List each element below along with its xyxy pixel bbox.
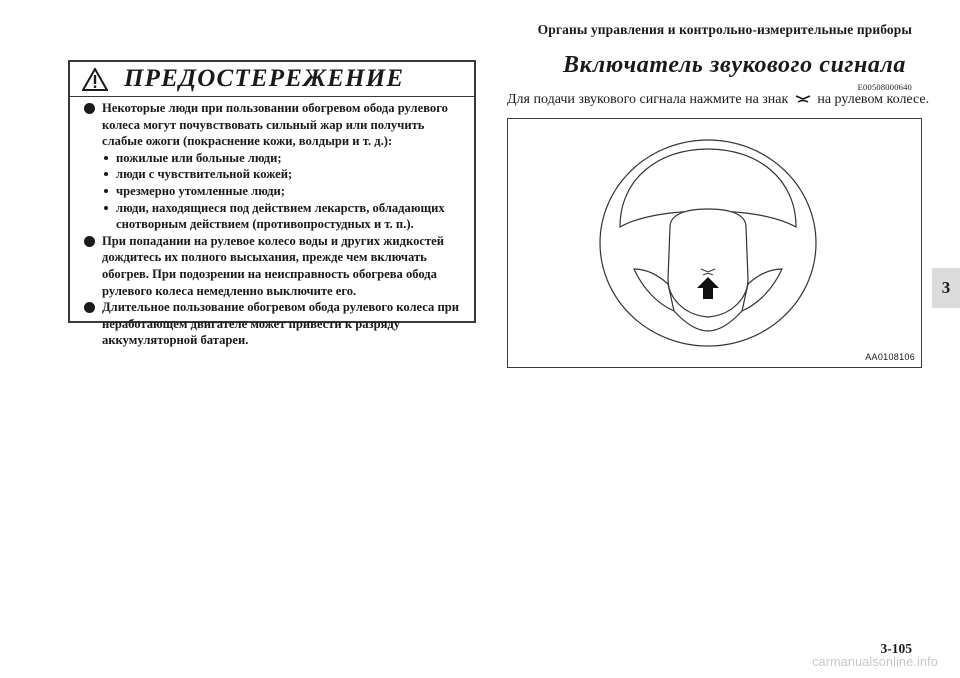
wheel-hub xyxy=(668,209,748,317)
instruction-after: на рулевом колесе. xyxy=(817,92,930,107)
warning-item-text: Некоторые люди при пользовании обогревом обода рулевого колеса могут почувствовать сильный жар или получить слабые ожоги (покраснение кожи, волдыри и т. д.): xyxy=(102,101,448,149)
warning-triangle-icon xyxy=(82,68,108,91)
figure-code: AA0108106 xyxy=(865,352,915,362)
chapter-tab[interactable] xyxy=(932,268,960,308)
bullet-dot-icon xyxy=(84,236,95,247)
page-number: 3-105 xyxy=(880,641,912,656)
horn-icon xyxy=(795,94,811,104)
instruction-text xyxy=(507,92,929,108)
section-code: E00508000640 xyxy=(857,82,912,92)
chapter-number: 3 xyxy=(941,278,951,297)
warning-item-text: Длительное пользование обогревом обода рулевого колеса при неработающем двигателе может привести к разряду аккумуляторной батареи. xyxy=(102,300,459,348)
warning-sub-item: люди, находящиеся под действием лекарств, обладающих снотворным действием (противопростудных и т. п.). xyxy=(102,200,464,233)
warning-sub-list xyxy=(102,150,464,233)
header-title: Органы управления и контрольно-измерительные приборы xyxy=(537,22,912,37)
warning-item xyxy=(84,299,464,349)
warning-header xyxy=(70,62,474,97)
bullet-dot-icon xyxy=(84,302,95,313)
warning-title: ПРЕДОСТЕРЕЖЕНИЕ xyxy=(124,65,405,92)
warning-item-text: При попадании на рулевое колесо воды и других жидкостей дождитесь их полного высыхания, прежде чем включать обогрев. При подозрении на неисправность обогрева обода рулевого колеса немедленно выключите его. xyxy=(102,233,444,298)
warning-sub-item: чрезмерно утомленные люди; xyxy=(102,183,464,200)
steering-wheel-figure xyxy=(507,118,922,368)
warning-item xyxy=(84,233,464,299)
instruction-before: Для подачи звукового сигнала нажмите на знак xyxy=(507,92,789,107)
warning-sub-item: пожилые или больные люди; xyxy=(102,150,464,167)
watermark[interactable]: carmanualsonline.info xyxy=(812,655,938,669)
steering-wheel-illustration xyxy=(508,119,921,367)
warning-body xyxy=(70,97,474,349)
warning-box xyxy=(68,60,476,348)
warning-sub-item: люди с чувствительной кожей; xyxy=(102,166,464,183)
bullet-dot-icon xyxy=(84,103,95,114)
section-title: Включатель звукового сигнала xyxy=(563,52,907,78)
warning-item xyxy=(84,100,464,233)
